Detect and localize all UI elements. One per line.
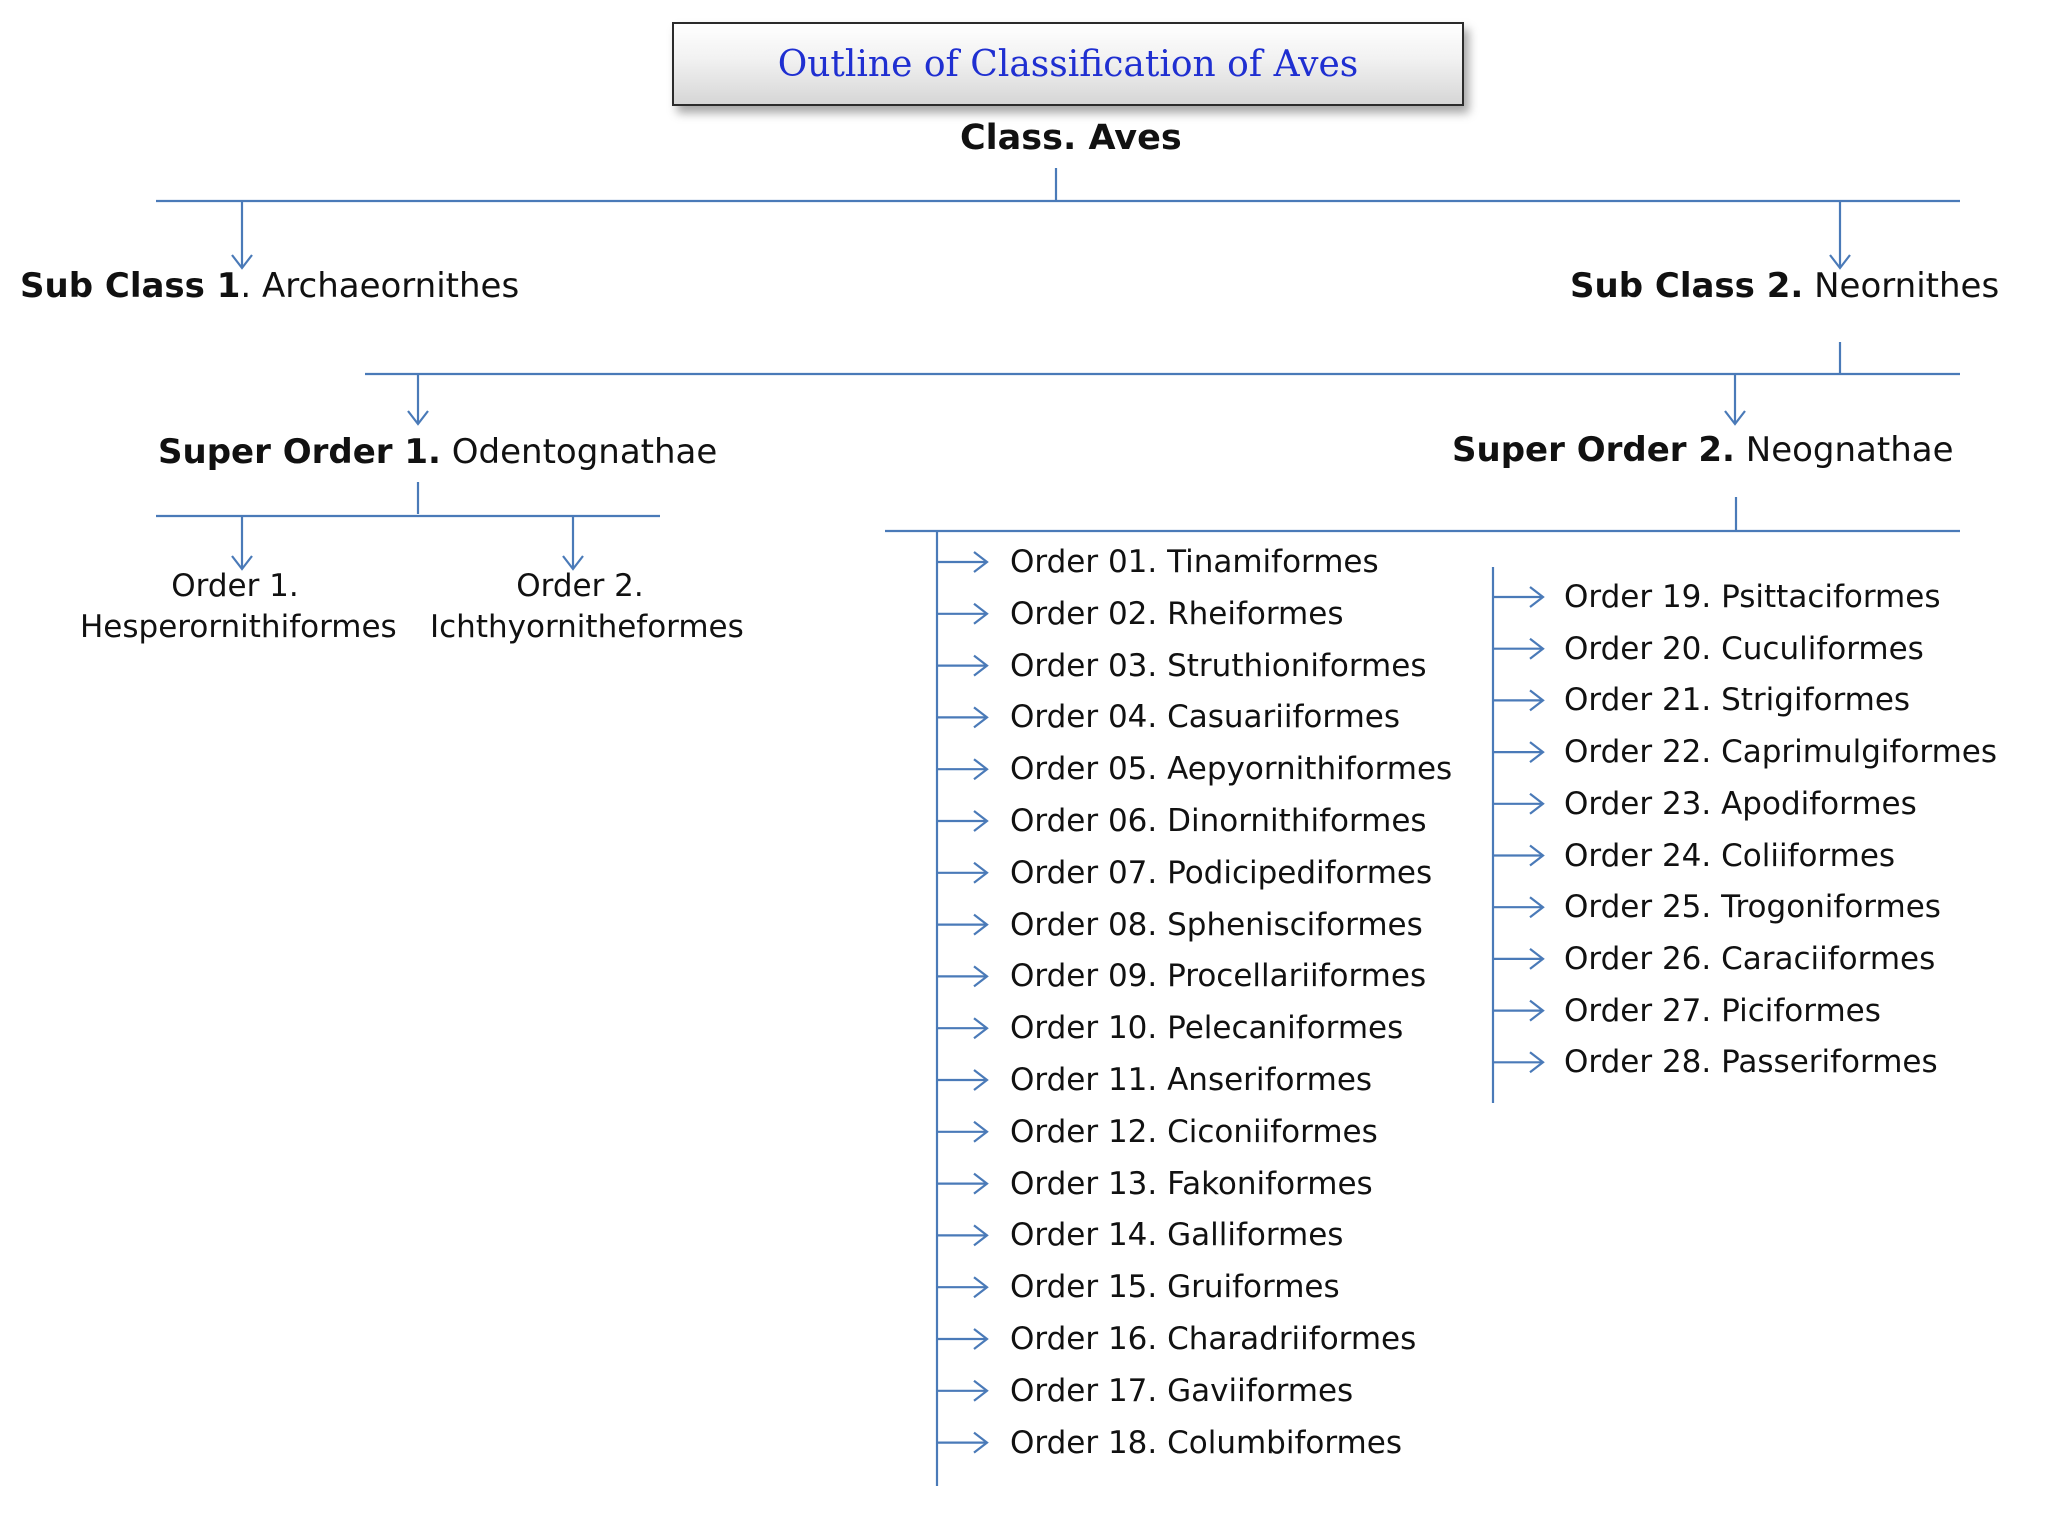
order-col2-item-6: Order 24. Coliiformes [1564,837,1896,874]
order-col1-item-7: Order 07. Podicipediformes [1010,854,1433,891]
order-col1-item-4: Order 04. Casuariiformes [1010,699,1401,736]
order-col1-item-5: Order 05. Aepyornithiformes [1010,751,1453,788]
subclass-1-label [20,266,519,306]
order-col1-item-6: Order 06. Dinornithiformes [1010,803,1427,839]
order-col2-item-2: Order 20. Cuculiformes [1564,630,1924,667]
subclass-2-name: Neornithes [1803,266,2000,306]
superorder-1-label [158,432,717,472]
class-aves-label: Class. Aves [960,118,1182,158]
subclass-1-prefix: Sub Class 1 [20,266,241,306]
diagram-title: Outline of Classification of Aves [672,22,1464,106]
order-col1-item-14: Order 14. Galliformes [1010,1217,1344,1254]
superorder-1-name: Odentognathae [440,432,718,472]
order-col2-item-7: Order 25. Trogoniformes [1564,889,1941,926]
order-col2-item-9: Order 27. Piciformes [1564,992,1881,1029]
superorder-2-label [1452,430,1954,470]
order-col1-item-15: Order 15. Gruiformes [1010,1269,1340,1306]
order-col1-item-17: Order 17. Gaviiformes [1010,1372,1354,1409]
superorder-2-prefix: Super Order 2. [1452,430,1735,470]
order-col1-item-3: Order 03. Struthioniformes [1010,647,1427,684]
order-col2-item-8: Order 26. Caraciiformes [1564,940,1936,977]
order-col1-item-18: Order 18. Columbiformes [1010,1424,1402,1461]
odonto-order-2-number: Order 2. [516,568,644,604]
odonto-order-1 [80,566,397,648]
order-col2-item-1: Order 19. Psittaciformes [1564,579,1941,615]
order-col1-item-8: Order 08. Sphenisciformes [1010,906,1423,943]
order-col2-item-10: Order 28. Passeriformes [1564,1044,1938,1081]
order-col2-item-4: Order 22. Caprimulgiformes [1564,734,1998,771]
order-col1-item-13: Order 13. Fakoniformes [1010,1165,1373,1202]
subclass-2-prefix: Sub Class 2. [1570,266,1804,306]
odonto-order-1-name: Hesperornithiformes [80,609,397,645]
superorder-2-name: Neognathae [1734,430,1954,470]
superorder-1-prefix: Super Order 1. [158,432,441,472]
order-col2-item-5: Order 23. Apodiformes [1564,785,1917,822]
order-col2-item-3: Order 21. Strigiformes [1564,682,1911,719]
odonto-order-2 [430,566,744,648]
order-col1-item-9: Order 09. Procellariiformes [1010,958,1427,995]
order-col1-item-11: Order 11. Anseriformes [1010,1062,1373,1098]
odonto-order-2-name: Ichthyornitheformes [430,609,744,645]
order-col1-item-1: Order 01. Tinamiformes [1010,544,1379,580]
subclass-2-label [1570,266,1999,306]
order-col1-item-12: Order 12. Ciconiiformes [1010,1113,1378,1150]
odonto-order-1-number: Order 1. [171,568,299,604]
order-col1-item-2: Order 02. Rheiformes [1010,595,1344,632]
order-col1-item-16: Order 16. Charadriiformes [1010,1321,1417,1357]
subclass-1-name: . Archaeornithes [240,266,520,306]
order-col1-item-10: Order 10. Pelecaniformes [1010,1010,1404,1047]
